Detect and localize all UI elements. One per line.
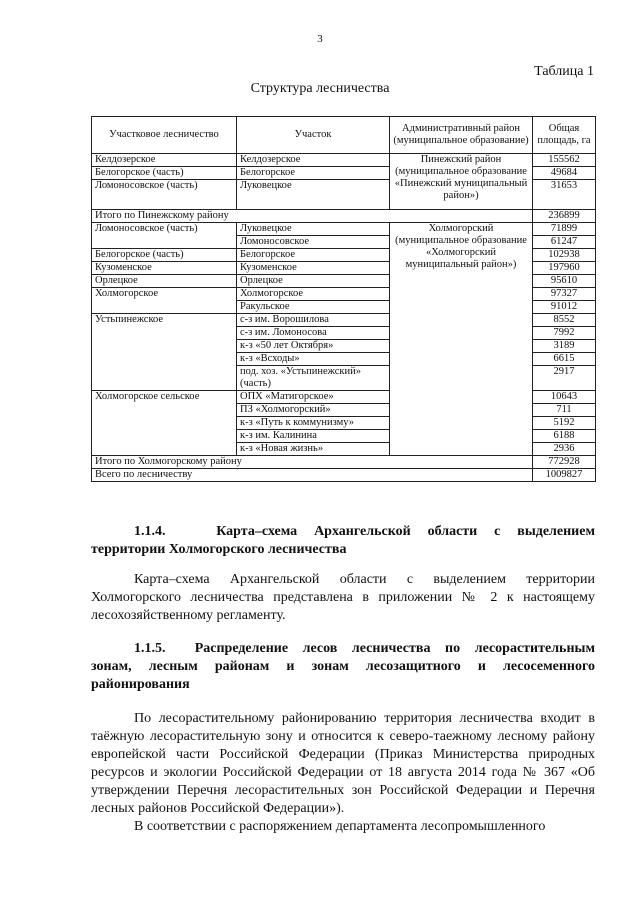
cell-area: 2917 xyxy=(533,366,596,391)
forestry-structure-table xyxy=(91,116,596,482)
cell-area: 8552 xyxy=(533,314,596,327)
cell-area: 102938 xyxy=(533,249,596,262)
cell-district-kholm: Холмогорский (муниципальное образование «Холмогорский муниципальный район») xyxy=(390,223,533,456)
cell-area: 236899 xyxy=(533,210,596,223)
cell-forestry: Холмогорское xyxy=(92,288,237,314)
cell-section: ПЗ «Холмогорский» xyxy=(237,404,390,417)
cell-section: Холмогорское xyxy=(237,288,390,301)
cell-section: под. хоз. «Устьпинежский» (часть) xyxy=(237,366,390,391)
section-114-paragraph: Карта–схема Архангельской области с выделением территории Холмогорского лесничества представлена в приложении № 2 к настоящему лесохозяйственному регламенту. xyxy=(91,572,595,623)
cell-area: 197960 xyxy=(533,262,596,275)
cell-area: 1009827 xyxy=(533,469,596,482)
cell-area: 6188 xyxy=(533,430,596,443)
table-subtotal-row xyxy=(92,210,596,223)
section-115-paragraph-1: По лесорастительному районированию территория лесничества входит в таёжную лесорастительную зону и относится к северо-таежному лесному району европейской части Российской Федерации (Приказ Министерства природных ресурсов и экологии Российской Федерации от 18 августа 2014 года № 367 «Об утверждении Перечня лесорастительных зон Российской Федерации и Перечня лесных районов Российской Федерации»). xyxy=(91,711,595,816)
cell-area: 772928 xyxy=(533,456,596,469)
cell-section: Кузоменское xyxy=(237,262,390,275)
cell-area: 2936 xyxy=(533,443,596,456)
table-label: Таблица 1 xyxy=(534,64,594,79)
cell-forestry: Келдозерское xyxy=(92,154,237,167)
cell-section: к-з им. Калинина xyxy=(237,430,390,443)
table-subtotal-row xyxy=(92,456,596,469)
cell-section: к-з «Новая жизнь» xyxy=(237,443,390,456)
cell-forestry: Устьпинежское xyxy=(92,314,237,391)
cell-section: к-з «50 лет Октября» xyxy=(237,340,390,353)
header-area: Общая площадь, га xyxy=(533,117,596,154)
cell-section: Орлецкое xyxy=(237,275,390,288)
cell-section: к-з «Всходы» xyxy=(237,353,390,366)
cell-area: 31653 xyxy=(533,180,596,210)
cell-section: Белогорское xyxy=(237,249,390,262)
cell-forestry: Белогорское (часть) xyxy=(92,249,237,262)
cell-area: 3189 xyxy=(533,340,596,353)
cell-area: 71899 xyxy=(533,223,596,236)
cell-subtotal-label: Итого по Пинежскому району xyxy=(92,210,533,223)
cell-section: с-з им. Ворошилова xyxy=(237,314,390,327)
cell-section: Ломоносовское xyxy=(237,236,390,249)
section-114-number: 1.1.4. xyxy=(134,524,166,539)
section-114-heading-line2: территории Холмогорского лесничества xyxy=(91,542,347,557)
table-total-row xyxy=(92,469,596,482)
cell-forestry: Ломоносовское (часть) xyxy=(92,223,237,249)
section-115-heading xyxy=(91,640,595,694)
header-section: Участок xyxy=(237,117,390,154)
cell-section: ОПХ «Матигорское» xyxy=(237,391,390,404)
header-district: Административный район (муниципальное образование) xyxy=(390,117,533,154)
cell-area: 61247 xyxy=(533,236,596,249)
section-115-paragraph-2: В соответствии с распоряжением департамента лесопромышленного xyxy=(134,819,546,834)
cell-section: с-з им. Ломоносова xyxy=(237,327,390,340)
table-header-row xyxy=(92,117,596,154)
cell-section: к-з «Путь к коммунизму» xyxy=(237,417,390,430)
cell-forestry: Ломоносовское (часть) xyxy=(92,180,237,210)
cell-area: 155562 xyxy=(533,154,596,167)
section-114-heading xyxy=(91,523,595,559)
section-115-title-start: Распределение лесов лесничества по лесорастительным xyxy=(194,641,595,656)
cell-area: 91012 xyxy=(533,301,596,314)
cell-area: 7992 xyxy=(533,327,596,340)
cell-district-pinezh: Пинежский район (муниципальное образование «Пинежский муниципальный район») xyxy=(390,154,533,210)
cell-section: Луковецкое xyxy=(237,223,390,236)
section-114-title-start: Карта–схема Архангельской области с выделением xyxy=(216,524,595,539)
cell-forestry: Кузоменское xyxy=(92,262,237,275)
cell-area: 5192 xyxy=(533,417,596,430)
cell-section: Ракульское xyxy=(237,301,390,314)
cell-section: Белогорское xyxy=(237,167,390,180)
section-114-heading-line1 xyxy=(91,523,595,541)
cell-area: 97327 xyxy=(533,288,596,301)
cell-subtotal-label: Итого по Холмогорскому району xyxy=(92,456,533,469)
cell-area: 95610 xyxy=(533,275,596,288)
cell-forestry: Белогорское (часть) xyxy=(92,167,237,180)
table-row xyxy=(92,223,596,236)
cell-forestry: Холмогорское сельское xyxy=(92,391,237,456)
table-row xyxy=(92,154,596,167)
cell-total-label: Всего по лесничеству xyxy=(92,469,533,482)
cell-area: 6615 xyxy=(533,353,596,366)
section-115-heading-line1 xyxy=(91,640,595,658)
cell-forestry: Орлецкое xyxy=(92,275,237,288)
section-115-number: 1.1.5. xyxy=(134,641,166,656)
cell-area: 711 xyxy=(533,404,596,417)
cell-area: 49684 xyxy=(533,167,596,180)
cell-section: Келдозерское xyxy=(237,154,390,167)
table-title: Структура лесничества xyxy=(250,81,390,96)
header-forestry: Участковое лесничество xyxy=(92,117,237,154)
cell-area: 10643 xyxy=(533,391,596,404)
cell-section: Луковецкое xyxy=(237,180,390,210)
page-number: 3 xyxy=(317,33,323,45)
section-115-heading-rest: зонам, лесным районам и зонам лесозащитного и лесосеменного районирования xyxy=(91,659,595,692)
